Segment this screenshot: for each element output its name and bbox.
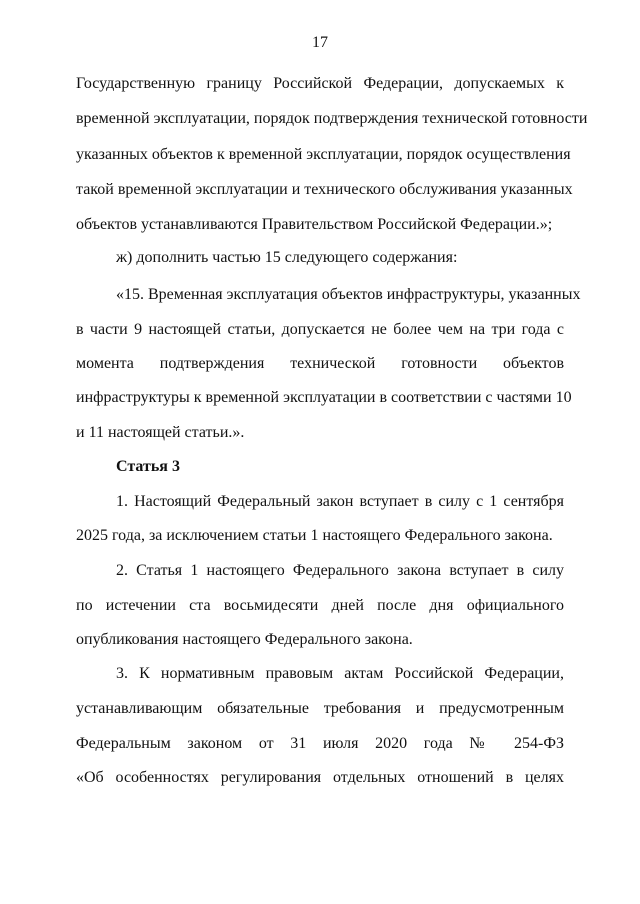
text-line: 2025 года, за исключением статьи 1 настоящего Федерального закона. [76,527,553,544]
article-heading: Статья 3 [116,458,180,475]
text-line: момента подтверждения технической готовности объектов [76,355,564,372]
text-line: устанавливающим обязательные требования и предусмотренным [76,700,564,717]
text-line: инфраструктуры к временной эксплуатации в соответствии с частями 10 [76,389,572,406]
paragraph-first-line: ж) дополнить частью 15 следующего содержания: [116,249,458,266]
text-line: указанных объектов к временной эксплуатации, порядок осуществления [76,146,571,163]
page-number: 17 [312,34,328,51]
text-line: по истечении ста восьмидесяти дней после дня официального [76,597,564,614]
text-line: временной эксплуатации, порядок подтверждения технической готовности [76,110,588,127]
paragraph-first-line: «15. Временная эксплуатация объектов инфраструктуры, указанных [116,286,581,303]
text-line: такой временной эксплуатации и технического обслуживания указанных [76,181,573,198]
paragraph-first-line: 2. Статья 1 настоящего Федерального закона вступает в силу [116,562,564,579]
text-line: Федеральным законом от 31 июля 2020 года № 254-ФЗ [76,735,564,752]
text-line: Государственную границу Российской Федерации, допускаемых к [76,75,564,92]
paragraph-first-line: 1. Настоящий Федеральный закон вступает в силу с 1 сентября [116,493,564,510]
text-line: в части 9 настоящей статьи, допускается не более чем на три года с [76,321,564,338]
paragraph-first-line: 3. К нормативным правовым актам Российской Федерации, [116,665,564,682]
text-line: «Об особенностях регулирования отдельных отношений в целях [76,769,564,786]
text-line: объектов устанавливаются Правительством Российской Федерации.»; [76,216,553,233]
text-line: опубликования настоящего Федерального закона. [76,631,413,648]
text-line: и 11 настоящей статьи.». [76,424,245,441]
